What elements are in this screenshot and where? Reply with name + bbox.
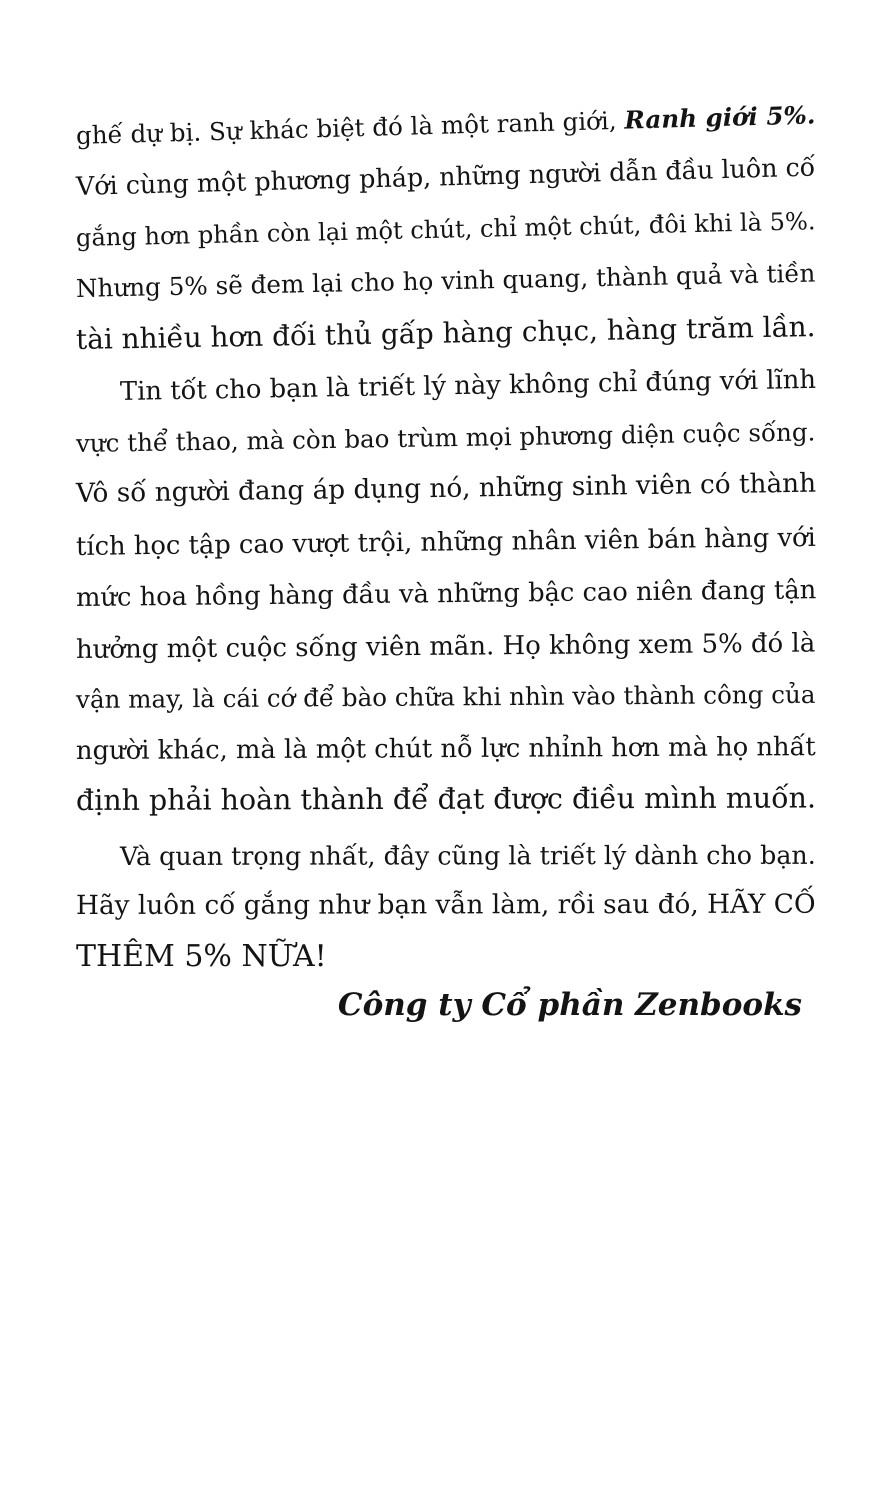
text-line: người khác, mà là một chút nỗ lực nhỉnh hơn mà họ nhất bbox=[75, 732, 816, 766]
emphasis-text: Ranh giới 5%. bbox=[623, 100, 816, 135]
text-line: Nhưng 5% sẽ đem lại cho họ vinh quang, thành quả và tiền bbox=[75, 258, 816, 303]
text-line: định phải hoàn thành để đạt được điều mình muốn. bbox=[75, 781, 817, 817]
text-line: gắng hơn phần còn lại một chút, chỉ một chút, đôi khi là 5%. bbox=[75, 207, 816, 252]
text-line-content: ghế dự bị. Sự khác biệt đó là một ranh giới, bbox=[75, 105, 617, 150]
text-line: hưởng một cuộc sống viên mãn. Họ không xem 5% đó là bbox=[75, 628, 816, 665]
text-line: Với cùng một phương pháp, những người dẫn đầu luôn cố bbox=[75, 151, 816, 201]
paragraph-first-line: Tin tốt cho bạn là triết lý này không chỉ đúng với lĩnh bbox=[119, 364, 817, 407]
text-line: tài nhiều hơn đối thủ gấp hàng chục, hàng trăm lần. bbox=[75, 310, 816, 356]
text-line bbox=[75, 95, 816, 156]
text-line: vực thể thao, mà còn bao trùm mọi phương diện cuộc sống. bbox=[75, 417, 816, 458]
text-line: vận may, là cái cớ để bào chữa khi nhìn vào thành công của bbox=[75, 679, 816, 714]
text-line: THÊM 5% NỮA! bbox=[76, 939, 327, 974]
text-line: Vô số người đang áp dụng nó, những sinh viên có thành bbox=[75, 468, 817, 509]
text-line: Hãy luôn cố gắng như bạn vẫn làm, rồi sau đó, HÃY CỐ bbox=[75, 889, 816, 921]
text-line: tích học tập cao vượt trội, những nhân viên bán hàng với bbox=[75, 522, 816, 562]
paragraph-first-line: Và quan trọng nhất, đây cũng là triết lý dành cho bạn. bbox=[119, 839, 816, 871]
publisher-signature: Công ty Cổ phần Zenbooks bbox=[337, 987, 802, 1023]
text-line: mức hoa hồng hàng đầu và những bậc cao niên đang tận bbox=[75, 575, 817, 613]
